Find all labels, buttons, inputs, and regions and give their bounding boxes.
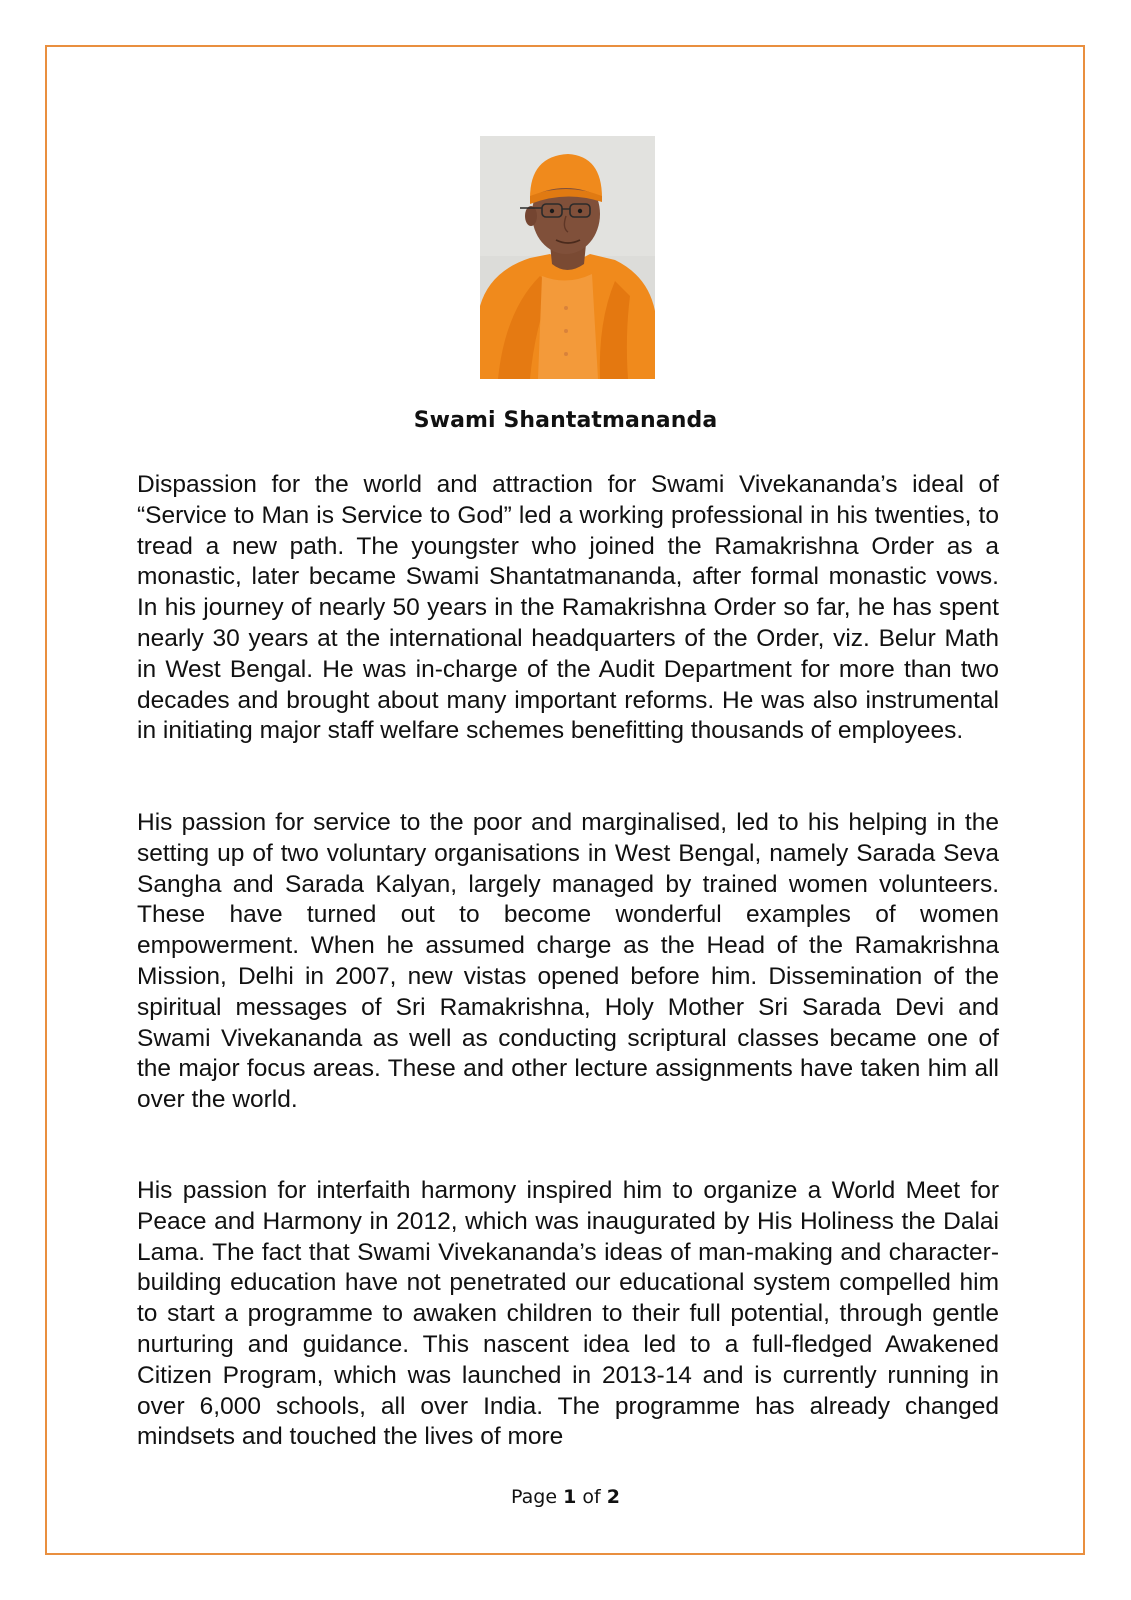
- biography-paragraph-3: His passion for interfaith harmony inspired him to organize a World Meet for Peace and Harmony in 2012, which was inaugurated by His Holiness the Dalai Lama. The fact that Swami Vivekananda’s ideas of man-making and character-building education have not penetrated our educational system compelled him to start a programme to awaken children to their full potential, through gentle nurturing and guidance. This nascent idea led to a full-fledged Awakened Citizen Program, which was launched in 2013-14 and is currently running in over 6,000 schools, all over India. The programme has already changed mindsets and touched the lives of more: [137, 1177, 999, 1451]
- page-title: Swami Shantatmananda: [413, 408, 718, 433]
- page-word: Page: [511, 1486, 558, 1508]
- biography-paragraph-1: Dispassion for the world and attraction for Swami Vivekananda’s ideal of “Service to Man is Service to God” led a working professional in his twenties, to tread a new path. The youngster who joined the Ramakrishna Order as a monastic, later became Swami Shantatmananda, after formal monastic vows. In his journey of nearly 50 years in the Ramakrishna Order so far, he has spent nearly 30 years at the international headquarters of the Order, viz. Belur Math in West Bengal. He was in-charge of the Audit Department for more than two decades and brought about many important reforms. He was also instrumental in initiating major staff welfare schemes benefitting thousands of employees.: [137, 471, 999, 745]
- page-number: [0, 1486, 1131, 1508]
- biography-paragraph-2: His passion for service to the poor and marginalised, led to his helping in the setting up of two voluntary organisations in West Bengal, namely Sarada Seva Sangha and Sarada Kalyan, largely managed by trained women volunteers. These have turned out to become wonderful examples of women empowerment. When he assumed charge as the Head of the Ramakrishna Mission, Delhi in 2007, new vistas opened before him. Dissemination of the spiritual messages of Sri Ramakrishna, Holy Mother Sri Sarada Devi and Swami Vivekananda as well as conducting scriptural classes became one of the major focus areas. These and other lecture assignments have taken him all over the world.: [137, 809, 999, 1114]
- of-word: of: [582, 1486, 601, 1508]
- current-page-number: 1: [563, 1486, 577, 1508]
- portrait-photo: [480, 136, 655, 379]
- total-pages-number: 2: [606, 1486, 620, 1508]
